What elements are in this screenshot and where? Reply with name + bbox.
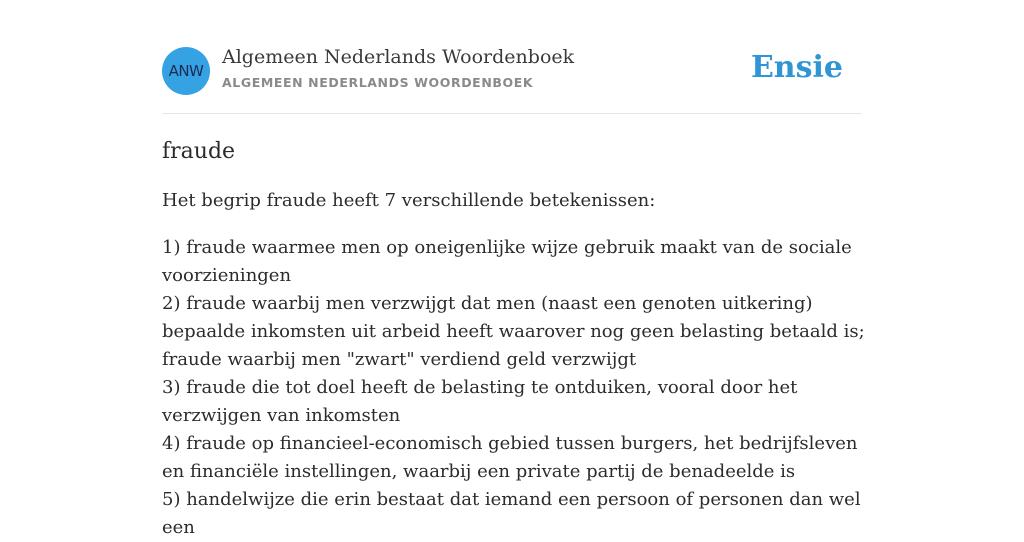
header-divider (162, 113, 862, 114)
site-header (162, 46, 862, 96)
dictionary-subtitle: ALGEMEEN NEDERLANDS WOORDENBOEK (222, 75, 534, 90)
anw-logo[interactable]: ANW (162, 47, 210, 95)
dictionary-title[interactable]: Algemeen Nederlands Woordenboek (222, 46, 575, 68)
definition-item: 3) fraude die tot doel heeft de belasting te ontduiken, vooral door het verzwijgen van inkomsten (162, 377, 798, 426)
ensie-brand-logo[interactable]: Ensie (750, 50, 843, 85)
definition-item: 4) fraude op financieel-economisch gebied tussen burgers, het bedrijfsleven en financiële instellingen, waarbij een private partij de benadeelde is (162, 433, 858, 482)
definition-list (162, 234, 867, 542)
entry-intro: Het begrip fraude heeft 7 verschillende betekenissen: (162, 190, 656, 211)
definition-item: 2) fraude waarbij men verzwijgt dat men (naast een genoten uitkering) bepaalde inkomsten uit arbeid heeft waarover nog geen belasting betaald is; fraude waarbij men "zwart" verdiend geld verzwijgt (162, 293, 865, 370)
definition-item: 1) fraude waarmee men op oneigenlijke wijze gebruik maakt van de sociale voorzieningen (162, 237, 852, 286)
definition-item: 5) handelwijze die erin bestaat dat iemand een persoon of personen dan wel een (162, 489, 861, 538)
entry-content (162, 136, 867, 542)
entry-term: fraude (162, 139, 236, 164)
